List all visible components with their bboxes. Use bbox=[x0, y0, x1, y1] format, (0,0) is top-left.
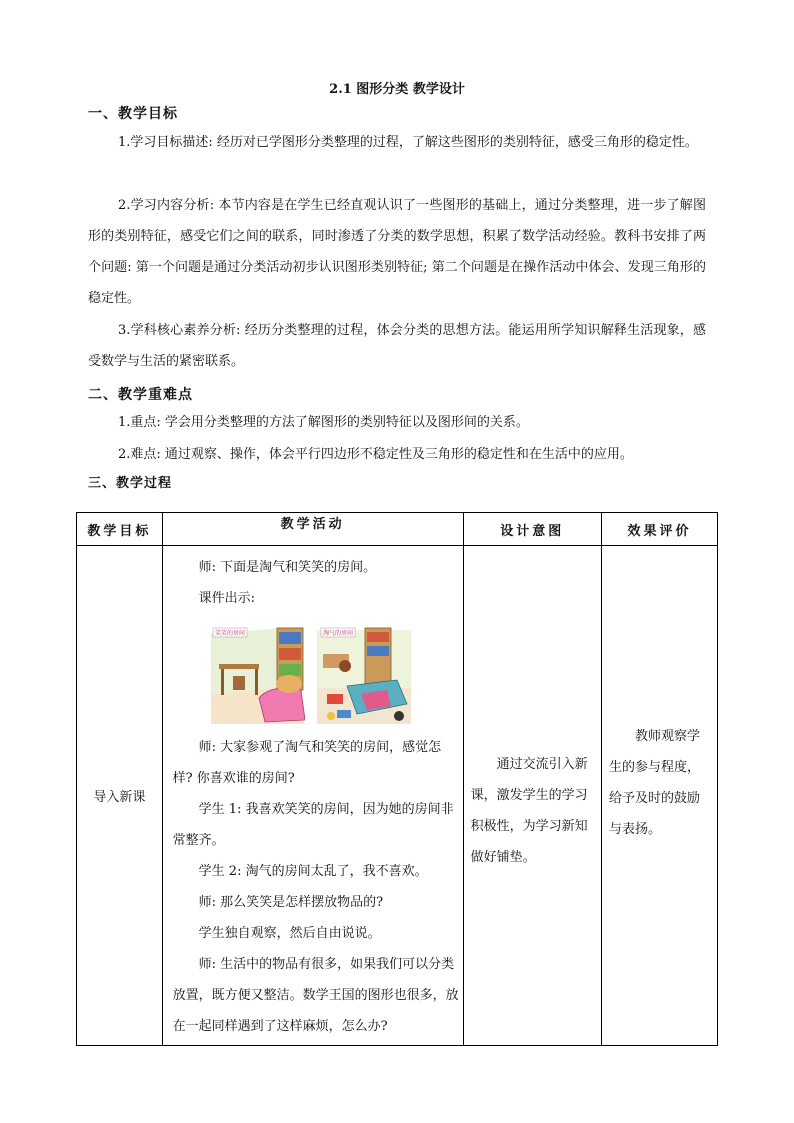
messy-room-image bbox=[317, 624, 411, 724]
activity-line: 师: 生活中的物品有很多，如果我们可以分类放置，既方便又整洁。数学王国的图形也很多，放在一起同样遇到了这样麻烦，怎么办? bbox=[172, 957, 459, 1034]
document-title: 2.1 图形分类 教学设计 bbox=[329, 82, 465, 97]
section-heading-key-points: 二、教学重难点 bbox=[88, 387, 193, 403]
intent-text: 通过交流引入新课，激发学生的学习积极性，为学习新知做好铺垫。 bbox=[470, 756, 588, 865]
evaluation-cell bbox=[601, 546, 717, 1046]
activity-line: 学生独自观察，然后自由说说。 bbox=[198, 926, 381, 941]
header-activity: 教学活动 bbox=[162, 513, 463, 546]
activity-line: 师: 大家参观了淘气和笑笑的房间，感觉怎样? 你喜欢谁的房间? bbox=[172, 740, 442, 786]
section-heading-process: 三、教学过程 bbox=[88, 476, 173, 491]
difficulty-paragraph: 2.难点: 通过观察、操作，体会平行四边形不稳定性及三角形的稳定性和在生活中的应用。 bbox=[118, 447, 633, 462]
activity-cell bbox=[162, 546, 463, 1046]
activity-line: 学生 1: 我喜欢笑笑的房间，因为她的房间非常整齐。 bbox=[172, 802, 454, 848]
goal-paragraph-1: 1.学习目标描述: 经历对已学图形分类整理的过程，了解这些图形的类别特征，感受三角形的稳定性。 bbox=[118, 135, 698, 150]
activity-line: 师: 那么笑笑是怎样摆放物品的? bbox=[198, 895, 384, 910]
goal-paragraph-3: 3.学科核心素养分析: 经历分类整理的过程，体会分类的思想方法。能运用所学知识解释生活现象，感受数学与生活的紧密联系。 bbox=[88, 323, 706, 369]
goal-paragraph-2: 2.学习内容分析: 本节内容是在学生已经直观认识了一些图形的基础上，通过分类整理，进一步了解图形的类别特征，感受它们之间的联系，同时渗透了分类的数学思想，积累了数学活动经验。教科书安排了两个问题: 第一个问题是通过分类活动初步认识图形类别特征; 第二个问题是在操作活动中体会、发现三角形的稳定性。 bbox=[88, 198, 706, 306]
header-evaluation: 效果评价 bbox=[601, 513, 717, 546]
header-goal: 教学目标 bbox=[77, 513, 163, 546]
table-header-row bbox=[77, 513, 718, 546]
table-row bbox=[77, 546, 718, 1046]
activity-line: 课件出示: bbox=[198, 591, 256, 606]
header-intent: 设计意图 bbox=[463, 513, 601, 546]
evaluation-text: 教师观察学生的参与程度，给予及时的鼓励与表扬。 bbox=[608, 728, 700, 837]
tidy-room-label: 笑笑的房间 bbox=[214, 630, 245, 637]
messy-room-label: 淘气的房间 bbox=[322, 630, 353, 637]
room-illustrations bbox=[211, 624, 461, 724]
activity-line: 学生 2: 淘气的房间太乱了，我不喜欢。 bbox=[198, 864, 428, 879]
key-point-paragraph: 1.重点: 学会用分类整理的方法了解图形的类别特征以及图形间的关系。 bbox=[118, 415, 529, 430]
intent-cell bbox=[463, 546, 601, 1046]
section-heading-goals: 一、教学目标 bbox=[88, 106, 178, 122]
tidy-room-image bbox=[211, 624, 305, 724]
goal-cell: 导入新课 bbox=[77, 546, 163, 1046]
activity-line: 师: 下面是淘气和笑笑的房间。 bbox=[198, 560, 377, 575]
teaching-process-table bbox=[76, 512, 718, 1046]
